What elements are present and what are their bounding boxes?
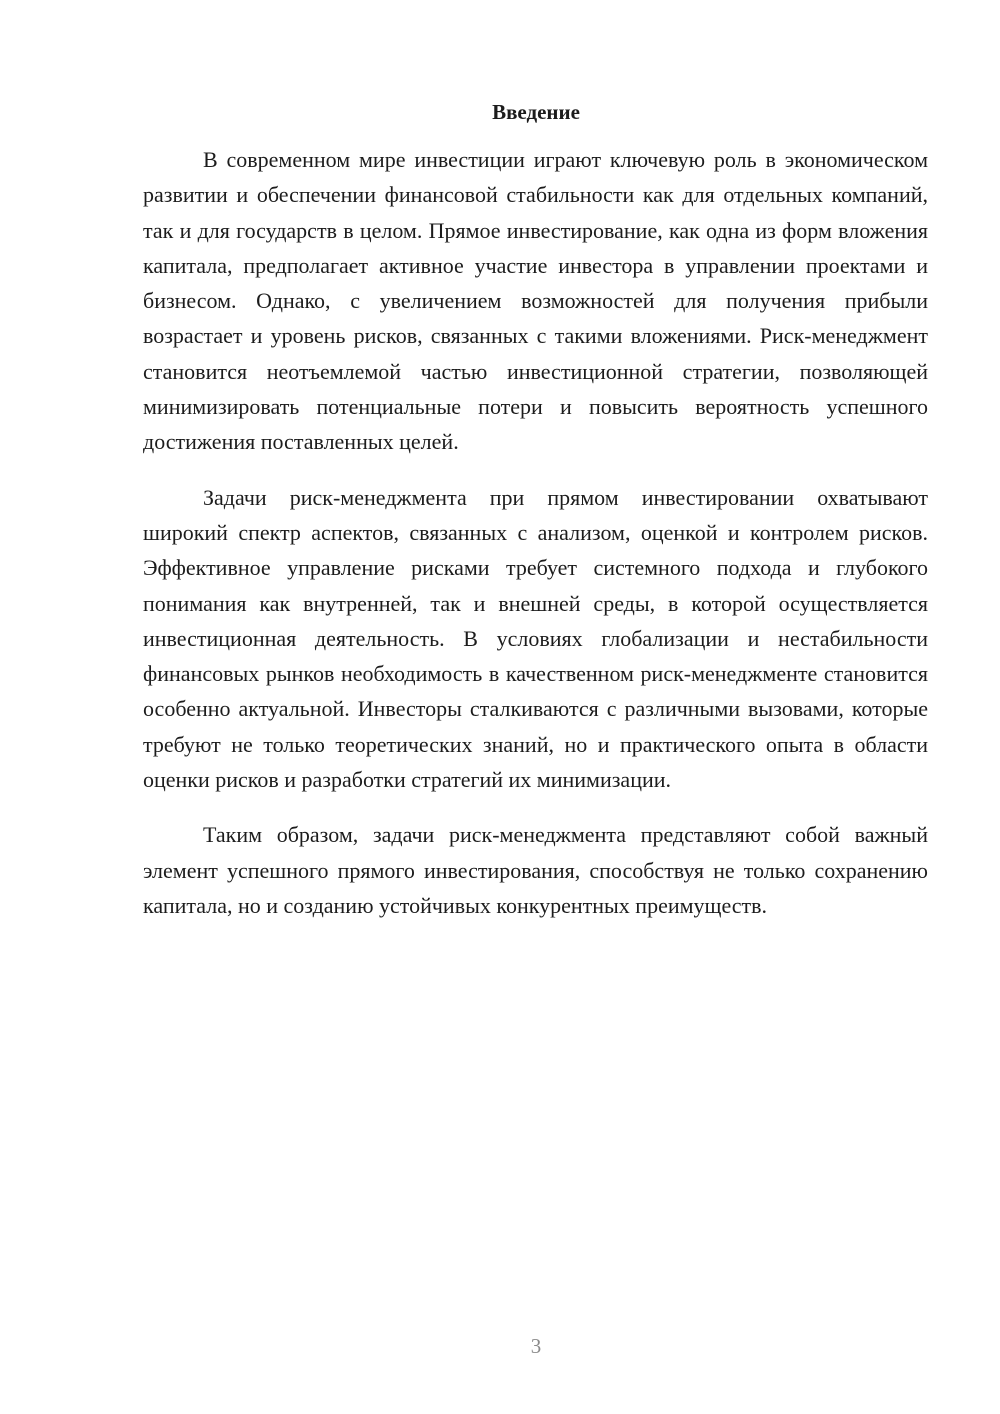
body-text bbox=[143, 142, 928, 943]
paragraph-1: В современном мире инвестиции играют ключевую роль в экономическом развитии и обеспечении финансовой стабильности как для отдельных компаний, так и для государств в целом. Прямое инвестирование, как одна из форм вложения капитала, предполагает активное участие инвестора в управлении проектами и бизнесом. Однако, с увеличением возможностей для получения прибыли возрастает и уровень рисков, связанных с такими вложениями. Риск-менеджмент становится неотъемлемой частью инвестиционной стратегии, позволяющей минимизировать потенциальные потери и повысить вероятность успешного достижения поставленных целей. bbox=[143, 147, 928, 455]
page-number: 3 bbox=[530, 1334, 542, 1358]
paragraph-3: Таким образом, задачи риск-менеджмента представляют собой важный элемент успешного прямого инвестирования, способствуя не только сохранению капитала, но и созданию устойчивых конкурентных преимуществ. bbox=[143, 822, 928, 918]
paragraph-2: Задачи риск-менеджмента при прямом инвестировании охватывают широкий спектр аспектов, связанных с анализом, оценкой и контролем рисков. Эффективное управление рисками требует системного подхода и глубокого понимания как внутренней, так и внешней среды, в которой осуществляется инвестиционная деятельность. В условиях глобализации и нестабильности финансовых рынков необходимость в качественном риск-менеджменте становится особенно актуальной. Инвесторы сталкиваются с различными вызовами, которые требуют не только теоретических знаний, но и практического опыта в области оценки рисков и разработки стратегий их минимизации. bbox=[143, 484, 928, 793]
section-heading: Введение bbox=[492, 100, 580, 124]
